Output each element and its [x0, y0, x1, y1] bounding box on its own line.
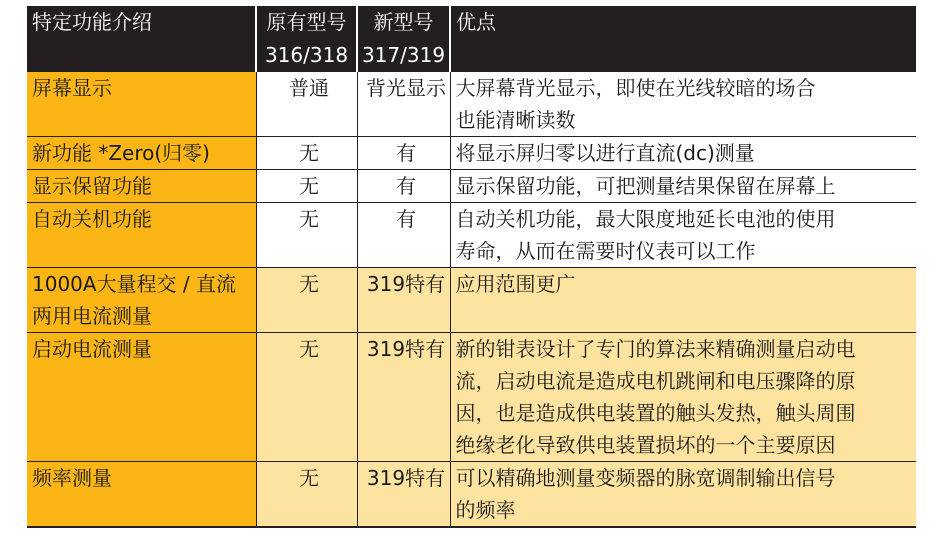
- feature-cell: 自动关机功能: [27, 203, 256, 268]
- new-model-cell: 有: [357, 203, 450, 268]
- header-new-model-numbers: 317/319: [357, 38, 450, 72]
- new-model-cell: 319特有: [357, 462, 450, 528]
- new-model-cell: 背光显示: [357, 72, 450, 137]
- old-model-cell: 无: [256, 333, 357, 462]
- advantage-line: 将显示屏归零以进行直流(dc)测量: [455, 141, 755, 165]
- advantage-line: 流，启动电流是造成电机跳闸和电压骤降的原: [455, 369, 856, 393]
- advantage-line: 的频率: [455, 498, 516, 522]
- advantage-cell: [450, 203, 916, 268]
- old-model-cell: 无: [256, 462, 357, 528]
- feature-cell: 新功能 *Zero(归零): [27, 137, 256, 170]
- table-row: [27, 203, 916, 268]
- table-row: [27, 72, 916, 137]
- old-model-cell: 无: [256, 170, 357, 203]
- advantage-cell: [450, 137, 916, 170]
- feature-cell: 显示保留功能: [27, 170, 256, 203]
- new-model-cell: 有: [357, 170, 450, 203]
- table-row: [27, 333, 916, 462]
- advantage-line: 绝缘老化导致供电装置损坏的一个主要原因: [455, 433, 836, 457]
- advantage-line: 自动关机功能，最大限度地延长电池的使用: [455, 207, 836, 231]
- old-model-cell: 无: [256, 203, 357, 268]
- new-model-cell: 有: [357, 137, 450, 170]
- advantage-cell: [450, 333, 916, 462]
- header-new-model: 新型号: [357, 6, 450, 38]
- old-model-cell: 无: [256, 137, 357, 170]
- new-model-cell: 319特有: [357, 333, 450, 462]
- advantage-line: 新的钳表设计了专门的算法来精确测量启动电: [455, 337, 856, 361]
- table-row: [27, 137, 916, 170]
- feature-line: 两用电流测量: [32, 304, 152, 328]
- advantage-cell: [450, 72, 916, 137]
- table-header: [27, 6, 916, 72]
- header-advantage-blank: [450, 38, 916, 72]
- new-model-cell: 319特有: [357, 268, 450, 333]
- old-model-cell: 普通: [256, 72, 357, 137]
- old-model-cell: 无: [256, 268, 357, 333]
- advantage-line: 也能清晰读数: [455, 108, 576, 132]
- advantage-line: 因，也是造成供电装置的触头发热，触头周围: [455, 401, 856, 425]
- feature-cell: [27, 268, 256, 333]
- header-feature-blank: [27, 38, 256, 72]
- feature-line: 1000A大量程交 / 直流: [32, 272, 237, 296]
- comparison-table: [27, 6, 916, 528]
- table-row: [27, 170, 916, 203]
- advantage-line: 应用范围更广: [455, 272, 576, 296]
- advantage-line: 大屏幕背光显示，即使在光线较暗的场合: [455, 76, 816, 100]
- advantage-cell: [450, 170, 916, 203]
- feature-cell: 频率测量: [27, 462, 256, 528]
- header-feature: 特定功能介绍: [27, 6, 256, 38]
- advantage-line: 显示保留功能，可把测量结果保留在屏幕上: [455, 174, 836, 198]
- table-row: [27, 268, 916, 333]
- header-old-model: 原有型号: [256, 6, 357, 38]
- feature-cell: 屏幕显示: [27, 72, 256, 137]
- feature-cell: 启动电流测量: [27, 333, 256, 462]
- advantage-line: 寿命，从而在需要时仪表可以工作: [455, 239, 756, 263]
- advantage-cell: [450, 268, 916, 333]
- advantage-cell: [450, 462, 916, 528]
- table-row: [27, 462, 916, 528]
- header-old-model-numbers: 316/318: [256, 38, 357, 72]
- header-advantage: 优点: [450, 6, 916, 38]
- advantage-line: 可以精确地测量变频器的脉宽调制输出信号: [455, 466, 836, 490]
